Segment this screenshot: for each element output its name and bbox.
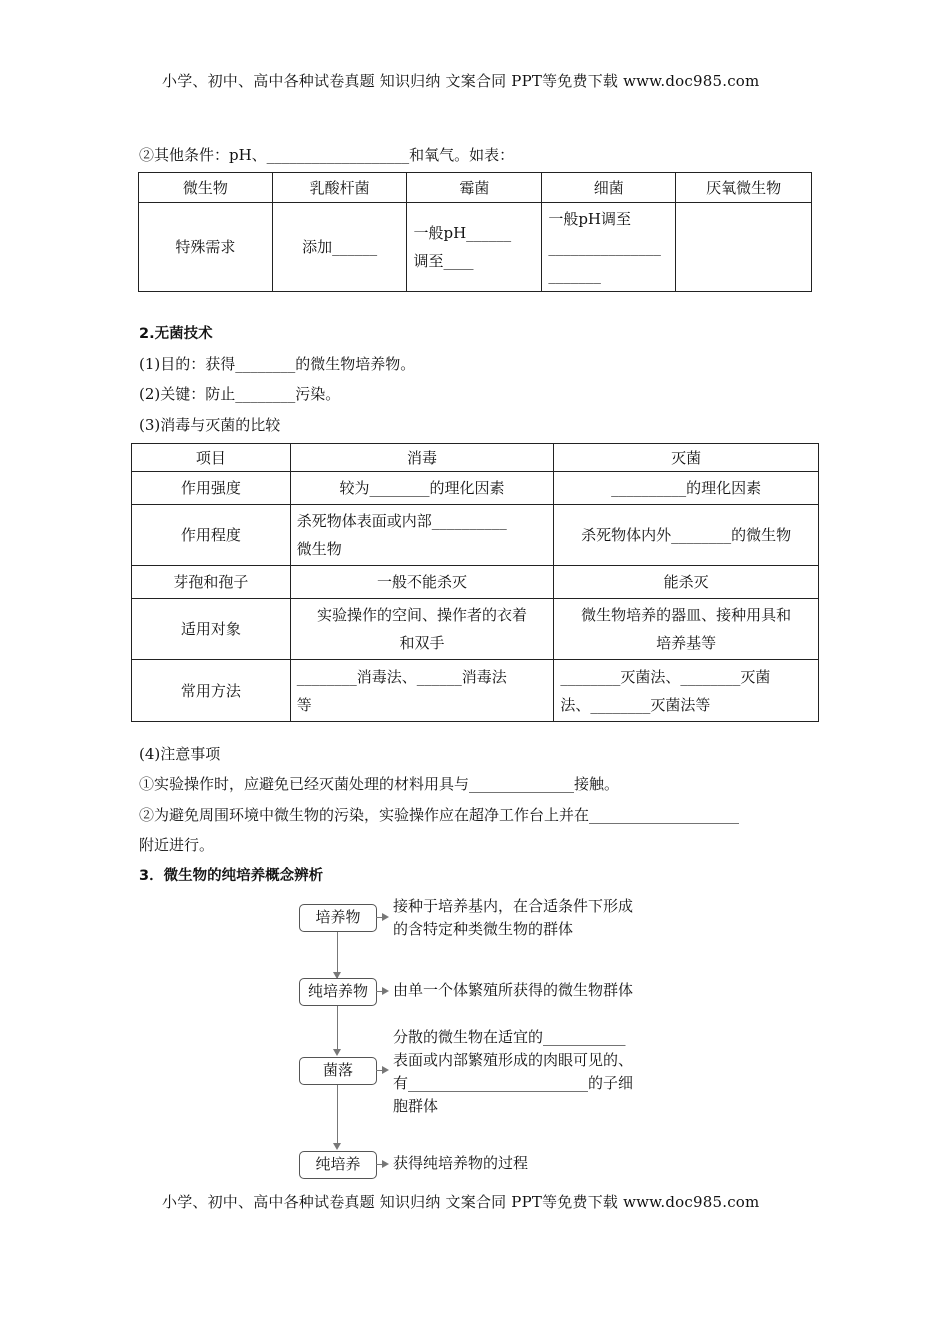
flow-node-pure-cultivation: 纯培养 xyxy=(299,1151,377,1179)
flow-node-colony: 菌落 xyxy=(299,1057,377,1085)
bacteria-line-3: _______ xyxy=(548,266,601,284)
table1-row-label: 特殊需求 xyxy=(139,203,273,292)
table2-row-degree xyxy=(132,505,819,566)
flow-desc-line: 接种于培养基内，在合适条件下形成 xyxy=(393,897,634,915)
table2-cell xyxy=(290,599,554,660)
flow-desc-line: 表面或内部繁殖形成的肉眼可见的、 xyxy=(393,1051,634,1069)
table2-header-cell: 灭菌 xyxy=(554,444,819,472)
bacteria-line-1: 一般pH调至 xyxy=(548,210,631,228)
table2-cell-line: 微生物 xyxy=(296,540,342,558)
section3-title: 3．微生物的纯培养概念辨析 xyxy=(139,868,324,884)
note-2-line-1: ②为避免周围环境中微生物的污染，实验操作应在超净工作台上并在____________________ xyxy=(139,806,740,824)
table1-row-special-needs xyxy=(139,203,812,292)
flow-desc-line: 获得纯培养物的过程 xyxy=(393,1154,529,1172)
table2-cell xyxy=(290,660,554,722)
table2-row-intensity xyxy=(132,472,819,505)
page-header: 小学、初中、高中各种试卷真题 知识归纳 文案合同 PPT等免费下载 www.doc985.com xyxy=(162,72,760,90)
section2-purpose: (1)目的：获得________的微生物培养物。 xyxy=(139,355,416,373)
table2-header-row xyxy=(132,444,819,472)
table1-header-cell: 霉菌 xyxy=(407,173,542,203)
table1-header-cell: 细菌 xyxy=(542,173,676,203)
notes-title: (4)注意事项 xyxy=(139,745,221,763)
table2-cell-line: 和双手 xyxy=(399,634,445,652)
arrow-right-icon xyxy=(382,987,389,995)
flow-node-pure-culture: 纯培养物 xyxy=(299,978,377,1006)
table1-header-cell: 微生物 xyxy=(139,173,273,203)
microbe-needs-table xyxy=(138,172,812,292)
arrow-down-icon xyxy=(333,1049,341,1056)
disinfect-sterilize-table xyxy=(131,443,819,722)
table2-cell-line: 微生物培养的器皿、接种用具和 xyxy=(581,606,792,624)
section2-title: 2.无菌技术 xyxy=(139,326,213,342)
table2-cell: 杀死物体内外________的微生物 xyxy=(554,505,819,566)
table1-cell-mold xyxy=(407,203,542,292)
table2-cell-line: 培养基等 xyxy=(656,634,717,652)
table1-header-row xyxy=(139,173,812,203)
table2-row-targets xyxy=(132,599,819,660)
bacteria-line-2: _______________ xyxy=(548,238,661,256)
table2-row-methods xyxy=(132,660,819,722)
table2-row-label: 作用强度 xyxy=(132,472,291,505)
table1-cell-bacteria xyxy=(542,203,676,292)
flow-desc-line: 的含特定种类微生物的群体 xyxy=(393,920,574,938)
section2-key: (2)关键：防止________污染。 xyxy=(139,385,341,403)
table2-cell: 一般不能杀灭 xyxy=(290,566,554,599)
page-footer: 小学、初中、高中各种试卷真题 知识归纳 文案合同 PPT等免费下载 www.doc985.com xyxy=(162,1193,760,1211)
flow-desc-line: 胞群体 xyxy=(393,1097,439,1115)
note-1: ①实验操作时，应避免已经灭菌处理的材料用具与______________接触。 xyxy=(139,775,620,793)
table2-cell: 能杀灭 xyxy=(554,566,819,599)
table2-cell-line: ________消毒法、______消毒法 xyxy=(296,667,507,686)
flow-connector xyxy=(337,1083,338,1147)
table2-cell-line: 杀死物体表面或内部__________ xyxy=(296,512,507,530)
table1-header-cell: 乳酸杆菌 xyxy=(272,173,407,203)
arrow-right-icon xyxy=(382,1160,389,1168)
flow-connector xyxy=(337,1004,338,1054)
table2-row-label: 适用对象 xyxy=(132,599,291,660)
table2-cell: __________的理化因素 xyxy=(554,472,819,505)
table2-row-label: 作用程度 xyxy=(132,505,291,566)
other-conditions-line: ②其他条件：pH、___________________和氧气。如表： xyxy=(139,146,515,164)
table2-cell-line: 法、________灭菌法等 xyxy=(560,695,711,714)
table1-header-cell: 厌氧微生物 xyxy=(676,173,812,203)
arrow-down-icon xyxy=(333,1143,341,1150)
table2-cell-line: ________灭菌法、________灭菌 xyxy=(560,667,771,686)
flow-desc-line: 有________________________的子细 xyxy=(393,1074,634,1092)
flow-desc-line: 分散的微生物在适宜的___________ xyxy=(393,1028,626,1046)
table2-row-spores xyxy=(132,566,819,599)
flow-desc-line: 由单一个体繁殖所获得的微生物群体 xyxy=(393,981,634,999)
table2-header-cell: 消毒 xyxy=(290,444,554,472)
table2-cell xyxy=(554,660,819,722)
arrow-right-icon xyxy=(382,1066,389,1074)
section2-compare-title: (3)消毒与灭菌的比较 xyxy=(139,416,281,434)
table2-cell-line: 实验操作的空间、操作者的衣着 xyxy=(317,606,528,624)
mold-line-2: 调至____ xyxy=(413,252,474,270)
table2-row-label: 芽孢和孢子 xyxy=(132,566,291,599)
table2-cell-line: 等 xyxy=(296,695,312,714)
table2-cell xyxy=(290,505,554,566)
table2-cell xyxy=(554,599,819,660)
table2-cell: 较为________的理化因素 xyxy=(290,472,554,505)
arrow-right-icon xyxy=(382,913,389,921)
table2-row-label: 常用方法 xyxy=(132,660,291,722)
flow-node-culture: 培养物 xyxy=(299,904,377,932)
table1-cell-anaerobe xyxy=(676,203,812,292)
note-2-line-2: 附近进行。 xyxy=(139,836,215,854)
table1-cell-lactobacillus: 添加______ xyxy=(272,203,407,292)
mold-line-1: 一般pH______ xyxy=(413,224,512,242)
table2-header-cell: 项目 xyxy=(132,444,291,472)
flow-connector xyxy=(337,931,338,978)
